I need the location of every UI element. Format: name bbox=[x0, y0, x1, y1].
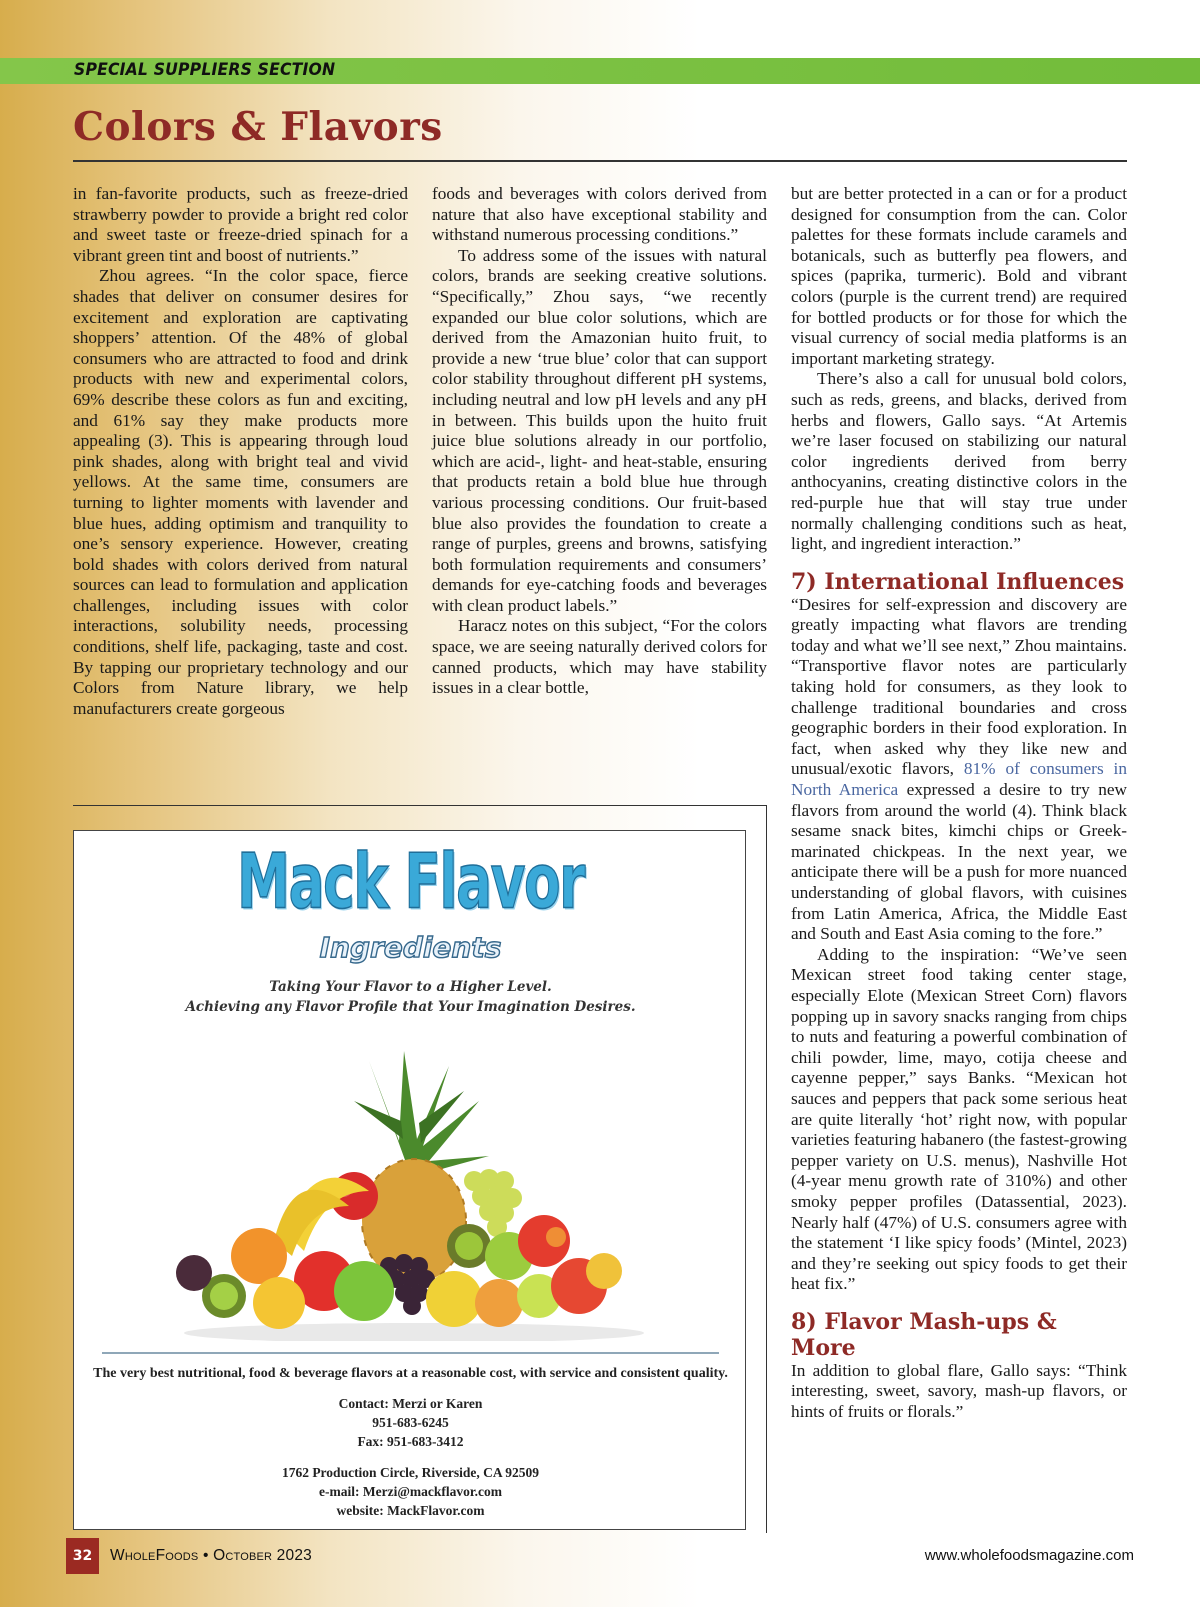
paragraph bbox=[791, 595, 1127, 945]
page-number: 32 bbox=[66, 1538, 99, 1574]
paragraph: foods and beverages with colors derived from nature that also have exceptional stability and withstand numerous processing conditions.” bbox=[432, 184, 767, 245]
paragraph: but are better protected in a can or for a product designed for consumption from the can. Color palettes for these formats include caramels and botanicals, such as butterfly pea flowers, and spices (paprika, turmeric). Bold and vibrant colors (purple is the current trend) are required for bottled products or for those for which the visual currency of social media platforms is an important marketing strategy. bbox=[791, 184, 1127, 368]
paragraph: In addition to global flare, Gallo says: “Think interesting, sweet, savory, mash-up flavors, or hints of fruits or florals.” bbox=[791, 1360, 1127, 1422]
paragraph: in fan-favorite products, such as freeze-dried strawberry powder to provide a bright red color and sweet taste or freeze-dried spinach for a vibrant green tint and boost of nutrients.” bbox=[73, 184, 408, 265]
ad-website-link[interactable]: website: MackFlavor.com bbox=[336, 1503, 485, 1518]
ad-quality-statement: The very best nutritional, food & beverage flavors at a reasonable cost, with service and consistent quality. bbox=[93, 1366, 728, 1381]
section-label: SPECIAL SUPPLIERS SECTION bbox=[74, 60, 336, 80]
paragraph: Zhou agrees. “In the color space, fierce shades that deliver on consumer desires for excitement and exploration are captivating shoppers’ attention. Of the 48% of global consumers who are attracted to food and drink products with new and experimental colors, 69% describe these colors as fun and exciting, and 61% say they make products more appealing (3). This is appearing through loud pink shades, along with bright teal and vivid yellows. At the same time, consumers are turning to lighter moments with lavender and blue hues, adding optimism and tranquility to one’s sensory experience. However, creating bold shades with colors derived from natural sources can lead to formulation and application challenges, including issues with color interactions, solubility needs, processing conditions, shelf life, packaging, taste and cost. By tapping our proprietary technology and our Colors from Nature library, we help manufacturers create gorgeous bbox=[73, 266, 408, 718]
magazine-website-link[interactable]: www.wholefoodsmagazine.com bbox=[924, 1547, 1134, 1564]
publication-info: WholeFoods • October 2023 bbox=[110, 1547, 312, 1564]
ad-fax: Fax: 951-683-3412 bbox=[357, 1434, 464, 1449]
paragraph-text: “Desires for self-expression and discovery are greatly impacting what flavors are trending today and what we’ll see next,” Zhou maintains. “Transportive flavor notes are particularly taking hold for consumers, as they look to challenge traditional boundaries and cross geographic borders in their food exploration. In fact, when asked why they like new and unusual/exotic flavors, bbox=[791, 594, 1127, 779]
mack-flavor-advertisement[interactable] bbox=[73, 830, 746, 1530]
article-column-2 bbox=[432, 184, 767, 699]
paragraph-text: expressed a desire to try new flavors from around the world (4). Think black sesame snack bites, kimchi chips or Greek-marinated chickpeas. In the next year, we anticipate there will be a push for more nuanced understanding of global flavors, with cuisines from Latin America, Africa, the Middle East and South and East Asia coming to the fore.” bbox=[791, 780, 1127, 944]
article-column-3 bbox=[791, 184, 1127, 1423]
ad-tagline: Taking Your Flavor to a Higher Level. bbox=[269, 979, 552, 995]
ad-tagline: Achieving any Flavor Profile that Your Imagination Desires. bbox=[185, 999, 636, 1015]
paragraph: Adding to the inspiration: “We’ve seen Mexican street food taking center stage, especially Elote (Mexican Street Corn) flavors popping up in savory snacks ranging from chips to nuts and featuring a powerful combination of chili powder, lime, mayo, cotija cheese and cayenne pepper,” says Banks. “Mexican hot sauces and peppers that pack some serious heat are quite literally ‘hot’ right now, with popular varieties featuring habanero (the fastest-growing pepper variety on U.S. menus), Nashville Hot (4-year menu growth rate of 310%) and other smoky pepper profiles (Datassential, 2023). Nearly half (47%) of U.S. consumers agree with the statement ‘I like spicy foods’ (Mintel, 2023) and they’re seeking out spicy foods to get their heat fix.” bbox=[791, 944, 1127, 1294]
consumer-stat-link[interactable]: 81% of consumers in North America bbox=[791, 759, 1127, 800]
ad-address: 1762 Production Circle, Riverside, CA 92509 bbox=[281, 1465, 540, 1480]
page-title: Colors & Flavors bbox=[73, 104, 443, 150]
article-column-1 bbox=[73, 184, 408, 719]
title-divider bbox=[73, 160, 1127, 162]
subheading-international-influences: 7) International Influences bbox=[791, 568, 1125, 595]
ad-divider bbox=[102, 1352, 719, 1354]
ad-email-link[interactable]: e-mail: Merzi@mackflavor.com bbox=[319, 1484, 502, 1499]
fruit-pile-image bbox=[164, 1041, 664, 1341]
ad-frame-top-rule bbox=[73, 805, 767, 806]
paragraph: Haracz notes on this subject, “For the colors space, we are seeing naturally derived colors for canned products, which may have stability issues in a clear bottle, bbox=[432, 616, 767, 698]
ad-logo-title: Mack Flavor bbox=[237, 838, 584, 926]
ad-phone: 951-683-6245 bbox=[372, 1415, 449, 1430]
ad-frame-right-rule bbox=[766, 805, 767, 1533]
ad-contact-name: Contact: Merzi or Karen bbox=[338, 1396, 483, 1411]
ad-logo-subtitle: Ingredients bbox=[319, 931, 502, 964]
subheading-flavor-mashups: 8) Flavor Mash-ups & More bbox=[791, 1308, 1057, 1361]
paragraph: There’s also a call for unusual bold colors, such as reds, greens, and blacks, derived from herbs and flowers, Gallo says. “At Artemis we’re laser focused on stabilizing our natural color ingredients derived from berry anthocyanins, creating distinctive colors in the red-purple hue that will stay true under normally challenging conditions such as heat, light, and ingredient interaction.” bbox=[791, 369, 1127, 554]
paragraph: To address some of the issues with natural colors, brands are seeking creative solutions. “Specifically,” Zhou says, “we recently expanded our blue color solutions, which are derived from the Amazonian huito fruit, to provide a new ‘true blue’ color that can support color stability throughout different pH systems, including neutral and low pH levels and any pH in between. This builds upon the huito fruit juice blue solutions already in our portfolio, which are acid-, light- and heat-stable, ensuring that products retain a bold blue hue through various processing conditions. Our fruit-based blue also provides the foundation to create a range of purples, greens and browns, satisfying both formulation requirements and consumers’ demands for eye-catching foods and beverages with clean product labels.” bbox=[432, 245, 767, 615]
